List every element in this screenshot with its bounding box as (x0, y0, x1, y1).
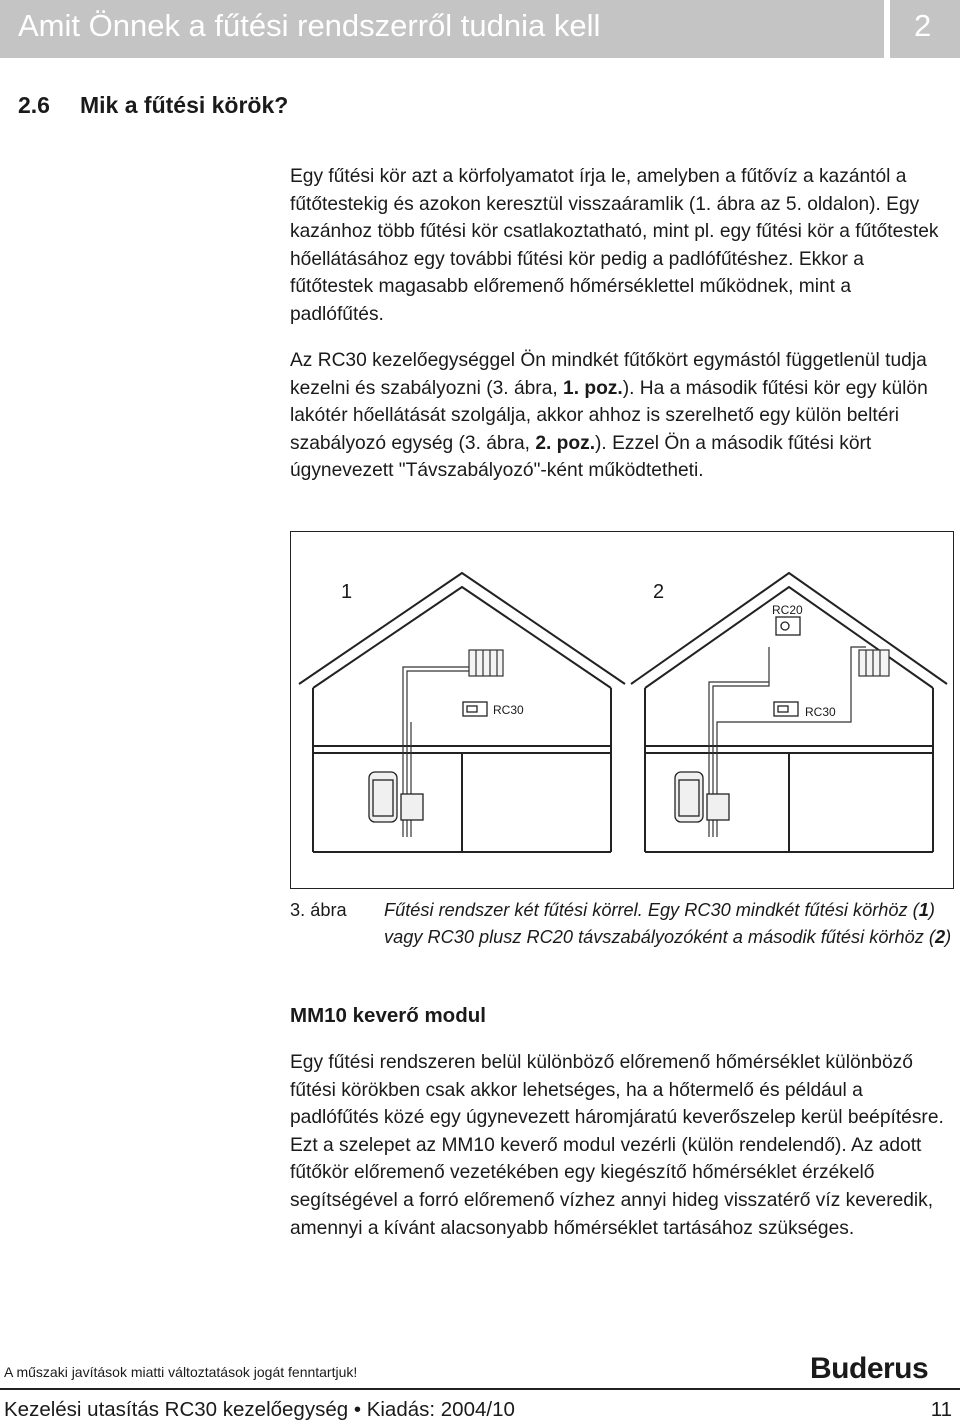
house2-controller-label: RC30 (805, 705, 836, 719)
paragraph-rc30 (290, 347, 950, 485)
house1-roof-inner (313, 587, 611, 688)
p2-text-a: Az RC30 kezelőegységgel Ön mindkét fűtőkört egymástól függetlenül tudja kezelni és szabályozni (3. ábra, (290, 350, 927, 399)
chapter-number-box (890, 0, 960, 58)
caption-text-e: ) (945, 927, 952, 947)
footer-document-title: Kezelési utasítás RC30 kezelőegység • Kiadás: 2004/10 (4, 1398, 515, 1421)
boiler-icon (369, 772, 729, 822)
page-number: 11 (930, 1398, 952, 1421)
house1-label: 1 (341, 581, 353, 603)
section-number: 2.6 (18, 92, 50, 118)
chapter-number: 2 (914, 8, 932, 43)
p2-pos1: 1. poz. (563, 377, 623, 399)
caption-text-c: ) vagy RC30 plusz RC20 távszabályozóként a második fűtési körhöz ( (384, 900, 935, 947)
subheading-mm10: MM10 keverő modul (290, 1004, 486, 1027)
paragraph-mm10: Egy fűtési rendszeren belül különböző előremenő hőmérséklet különböző fűtési körökben csak akkor lehetséges, ha a hőtermelő és például a padlófűtés közé egy úgynevezett háromjáratú keverőszelep kerül beépítésre. Ezt a szelepet az MM10 keverő modul vezérli (külön rendelendő). Az adott fűtőkör előremenő vezetékében egy kiegészítő hőmérséklet érzékelő segítségével a forró előremenő vízhez annyi hideg visszatérő víz keveredik, amennyi a kívánt alacsonyabb hőmérséklet tartásához szükséges. (290, 1052, 944, 1239)
caption-text (384, 897, 956, 951)
p2-text-c: ). Ha a második fűtési kör egy külön lakótér hőellátását szolgálja, akkor ahhoz is szerelhető egy külön beltéri szabályozó egység (3. ábra, (290, 377, 928, 454)
house1-controller-label: RC30 (493, 703, 524, 717)
house2-remote-label: RC20 (772, 603, 803, 617)
house2-label: 2 (653, 581, 665, 603)
section-heading (18, 92, 288, 119)
header-title: Amit Önnek a fűtési rendszerről tudnia kell (18, 8, 601, 43)
p2-pos2: 2. poz. (535, 432, 596, 454)
controller-icon (463, 617, 800, 716)
caption-pos1: 1 (918, 900, 929, 920)
figure-heating-system (290, 531, 954, 889)
caption-pos2: 2 (934, 927, 946, 947)
footer-rule (0, 1388, 960, 1390)
header-bar (0, 0, 884, 58)
paragraph-heating-circuit: Egy fűtési kör azt a körfolyamatot írja le, amelyben a fűtővíz a kazántól a fűtőtestekig és azokon keresztül visszaáramlik (1. ábra az 5. oldalon). Egy kazánhoz több fűtési kör csatlakoztatható, mint pl. egy fűtési kör a fűtőtestek hőellátásához egy további fűtési kör pedig a padlófűtéshez. Ekkor a fűtőtestek magasabb előremenő hőmérséklettel működnek, mint a padlófűtés. (290, 166, 939, 325)
figure-illustration (291, 532, 955, 890)
disclaimer: A műszaki javítások miatti változtatások jogát fenntartjuk! (4, 1364, 358, 1380)
buderus-logo: Buderus (810, 1352, 929, 1385)
caption-text-a: Fűtési rendszer két fűtési körrel. Egy RC30 mindkét fűtési körhöz ( (384, 900, 919, 920)
section-title: Mik a fűtési körök? (80, 92, 289, 118)
caption-label: 3. ábra (290, 900, 347, 920)
p2-text-e: ). Ezzel Ön a második fűtési kört úgynevezett "Távszabályozó"-ként működtetheti. (290, 432, 872, 482)
